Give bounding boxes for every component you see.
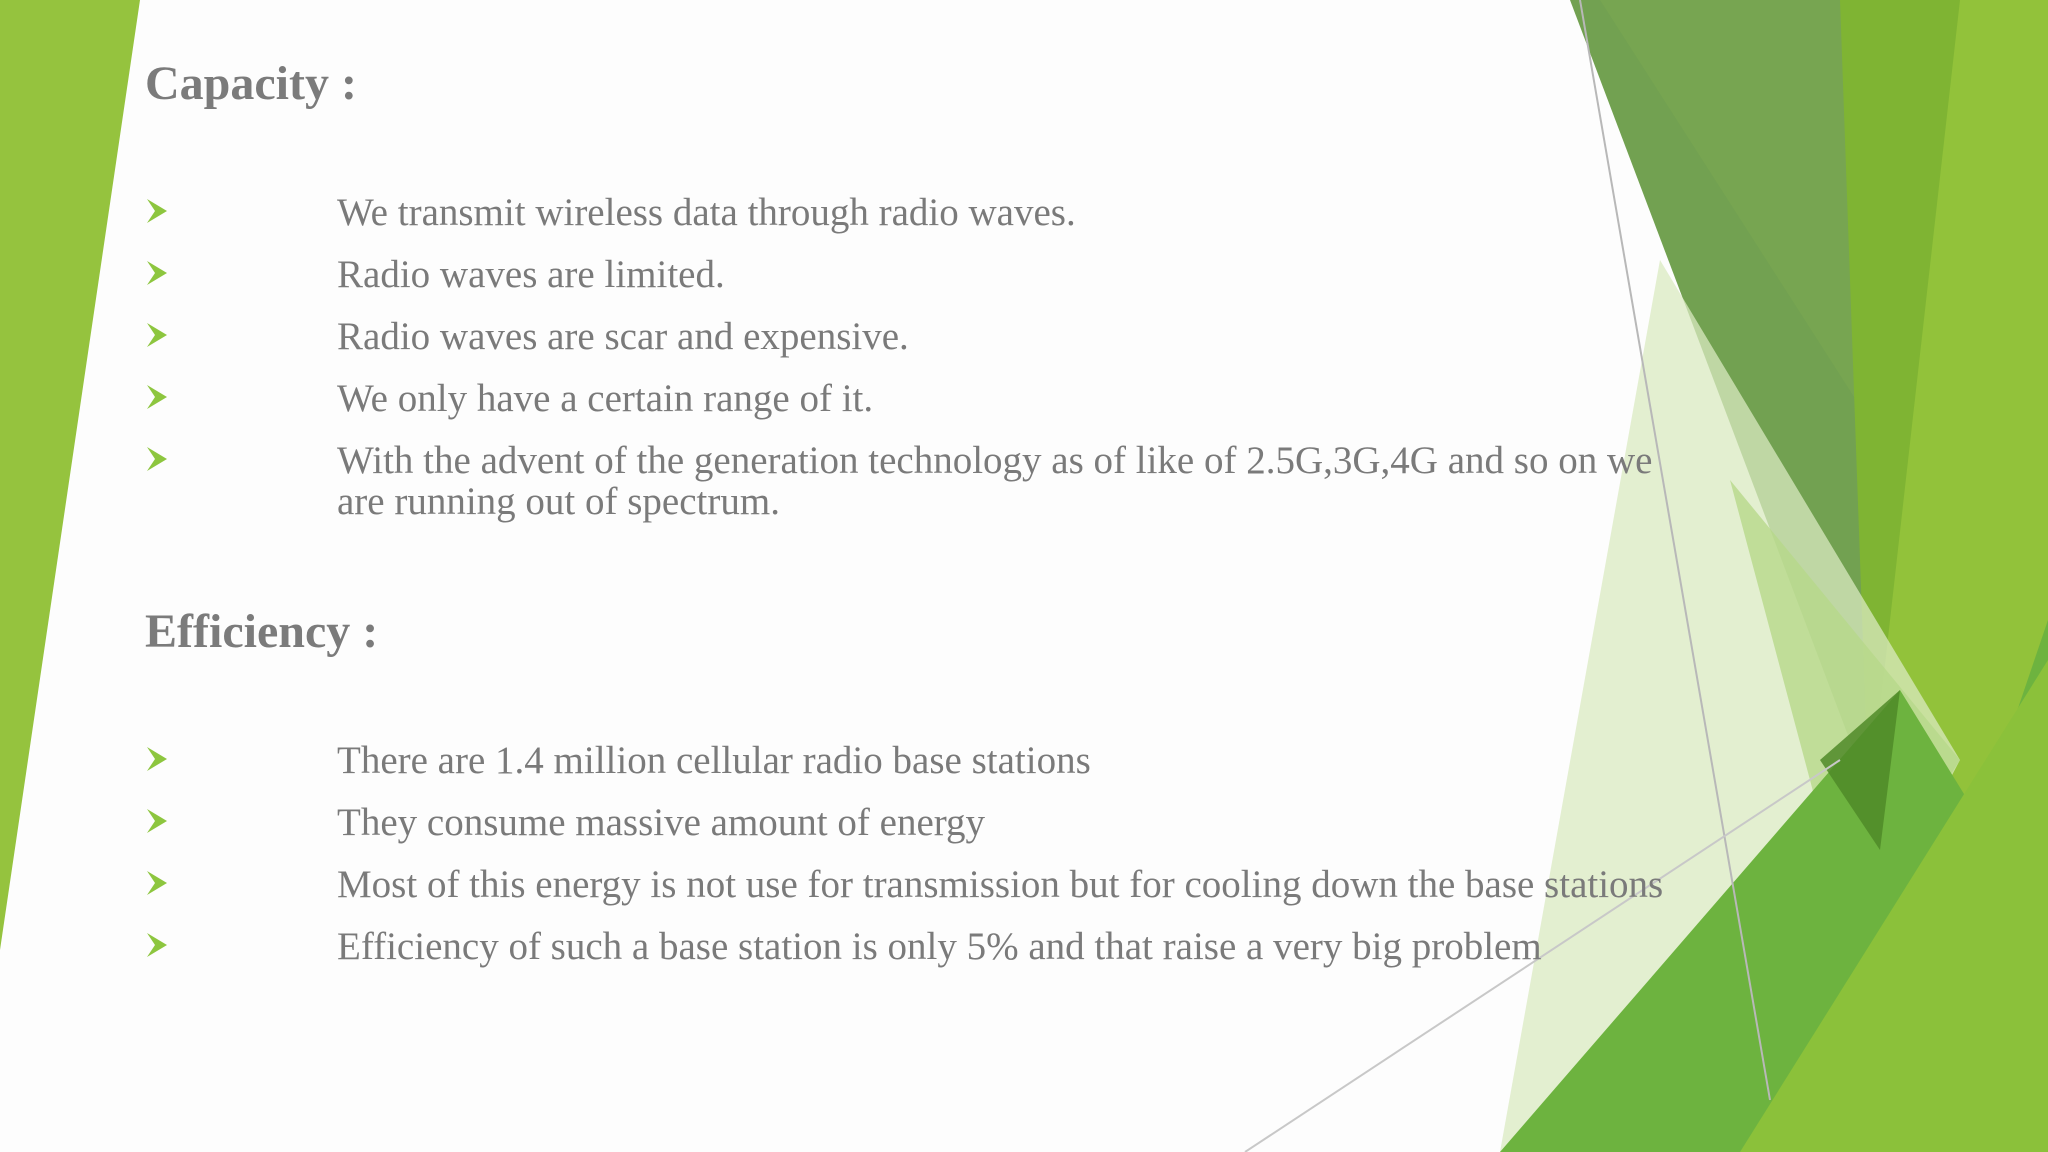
list-item <box>145 440 1675 522</box>
bullet-list-capacity <box>145 192 1675 543</box>
bullet-text: There are 1.4 million cellular radio base stations <box>337 739 1091 782</box>
list-item <box>145 316 1675 357</box>
bullet-text: Radio waves are limited. <box>337 253 725 296</box>
bullet-list-efficiency <box>145 740 1675 988</box>
list-item <box>145 192 1675 233</box>
arrow-bullet-icon <box>145 383 169 411</box>
list-item <box>145 926 1675 967</box>
arrow-bullet-icon <box>145 745 169 773</box>
list-item <box>145 378 1675 419</box>
section-heading-efficiency: Efficiency : <box>145 605 379 658</box>
list-item <box>145 254 1675 295</box>
bullet-text: Most of this energy is not use for transmission but for cooling down the base stations <box>337 863 1664 906</box>
arrow-bullet-icon <box>145 197 169 225</box>
section-heading-capacity: Capacity : <box>145 57 357 110</box>
bullet-text: With the advent of the generation technology as of like of 2.5G,3G,4G and so on we are running out of spectrum. <box>337 439 1653 523</box>
left-green-band <box>0 0 140 950</box>
bullet-text: They consume massive amount of energy <box>337 801 986 844</box>
arrow-bullet-icon <box>145 807 169 835</box>
bullet-text: We only have a certain range of it. <box>337 377 874 420</box>
list-item <box>145 740 1675 781</box>
arrow-bullet-icon <box>145 445 169 473</box>
arrow-bullet-icon <box>145 931 169 959</box>
list-item <box>145 802 1675 843</box>
bullet-text: Radio waves are scar and expensive. <box>337 315 909 358</box>
arrow-bullet-icon <box>145 869 169 897</box>
list-item <box>145 864 1675 905</box>
bullet-text: We transmit wireless data through radio waves. <box>337 191 1076 234</box>
bullet-text: Efficiency of such a base station is only 5% and that raise a very big problem <box>337 925 1542 968</box>
arrow-bullet-icon <box>145 259 169 287</box>
arrow-bullet-icon <box>145 321 169 349</box>
